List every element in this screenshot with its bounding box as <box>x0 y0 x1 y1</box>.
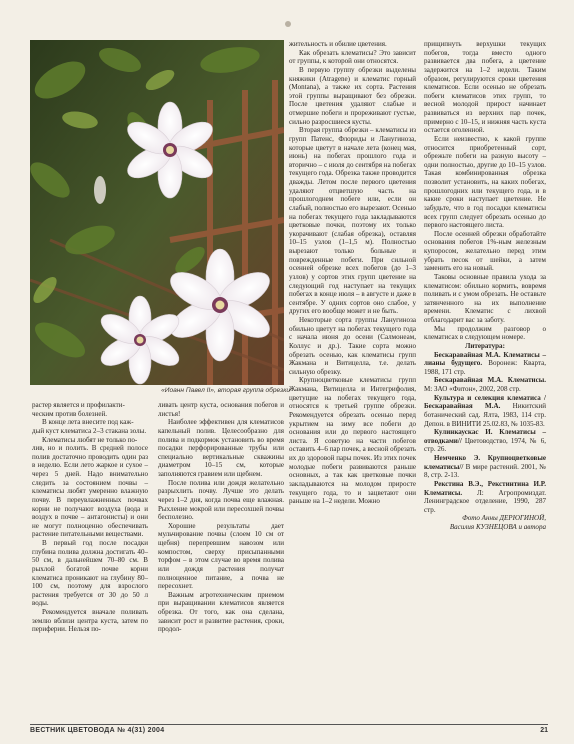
literature-item <box>424 376 546 393</box>
text-column-3 <box>289 40 416 506</box>
literature-details: Никитский ботанический сад. Ялта, 1983, 114 стр. Депон. в ВИНИТИ 25.02.83, № 1035-83. <box>424 402 546 428</box>
literature-item <box>424 428 546 454</box>
paragraph: Мы продолжим разговор о клематисах в следующем номере. <box>424 324 546 342</box>
binder-hole <box>285 21 291 27</box>
page-number: 21 <box>540 727 548 734</box>
literature-author: Бескаравайная М.А. Клематисы. <box>434 376 546 385</box>
text-column-2 <box>158 401 284 634</box>
literature-details: В мире растений. 2001, № 8, стр. 2-13. <box>424 462 546 480</box>
literature-details: Воронеж: Кварта, 1988, 171 стр. <box>424 359 546 376</box>
paragraph: Рекомендуется вначале поливать землю вблизи центра куста, затем по периферии. Нельзя по- <box>32 608 148 634</box>
text-column-4 <box>424 40 546 532</box>
paragraph: После осенней обрезки обработайте основания побегов 1%-ным железным купоросом, желательно перед этим убрать песок от шейки, а затем заменить его на новый. <box>424 229 546 273</box>
literature-author: Кулинкаускас И. Клематисы – отводками// <box>424 428 546 445</box>
literature-item <box>424 394 546 429</box>
literature-author: Рекстина В.Э., Рекстинтина И.Р. Клематисы. <box>424 479 546 497</box>
paragraph: Хорошие результаты дает мульчирование почвы (слоем 10 см от щебня) перепревшим навозом или компостом, сверху присыпанными торфом – в этом случае во время полива или дождя растения получат полноценное питание, а почва не пересохнет. <box>158 521 284 591</box>
literature-list <box>424 351 546 515</box>
paragraph: Крупноцветковые клематисы групп Жакмана, Витицелла и Интегрифолия, цветущие на побегах текущего года, относятся к третьей группе обрезки. Рекомендуется обрезать осенью перед укрытием на зиму все побеги до основания или до первого настоящего листа. Я советую на части побегов оставить 4–6 пар почек, а весной обрезать их до здоровой пары почек. Из этих почек молодые побеги развиваются раньше основных, а так как цветковые почки закладываются на молодом приросте текущего года, то и зацветают они раньше на 1–2 недели. Можно <box>289 376 416 506</box>
paragraph: В первую группу обрезки выделены княжики (Atragene) и клематис горный (Montana), а также их сорта. Растения этой группы выращивают без обрезки. После цветения удаляют слабые и отмершие побеги и прореживают густые, сильно разросшиеся кусты. <box>289 65 416 126</box>
paragraph: В конце лета внесите под каж- <box>42 418 134 427</box>
photo-credit-line-2: Василия КУЗНЕЦОВА и автора <box>449 523 546 531</box>
paragraph: В первый год после посадки глубина полива должна достигать 40–50 см, в дальнейшем 70–80 см. В рыхлой богатой почве корни клематиса проникают на глубину 80–100 см, поэтому для взрослого растения требуется от 30 до 50 л воды. <box>32 539 148 608</box>
literature-details: М: ЗАО «Фитон», 2002, 208 стр. <box>424 385 521 393</box>
page-footer <box>30 724 548 737</box>
column-4-body <box>424 40 546 342</box>
paragraph: Вторая группа обрезки – клематисы из групп Патенс, Флориды и Ланугиноза, которые цветут в начале лета (конец мая, июнь) на побегах прошлого года и вторично – с июля до сентября на побегах текущего года. Обрезка также проводится дважды. Летом после первого цветения удаляют отцветшую часть на прошлогоднем побеге или, если он слабый, полностью его вырезают. Осенью на побегах текущего года закладываются цветковые почки, поэтому их только укорачивают (слабая обрезка), оставляя 10–15 узлов (1–1,5 м). Полностью вырезают только больные и поврежденные побеги. При сильной осенней обрезке всех побегов (до 1–3 узлов) у сортов этих групп цветение на следующий год наступает на текущих побегах в конце июля – в августе и даже в сентябре. У одних сортов оно слабое, у других его вообще может и не быть. <box>289 126 416 316</box>
paragraph: Клематисы любят не только по- <box>42 435 138 444</box>
paragraph: растер является и профилакти- <box>32 401 125 409</box>
paragraph: ливать центр куста, основания побегов и листья! <box>158 401 284 418</box>
paragraph: Некоторые сорта группы Ланугиноза обильно цветут на побегах текущего года с начала июня до осени (Салмонеам, Коллус и др.). Такие сорта можно обрезать осенью, как клематисы групп Жакмана и Витицелла, т.е. делать сильную обрезку. <box>289 316 416 376</box>
paragraph: прищипнуть верхушки текущих побегов, тогда вместо одного развивается два побега, а цветение задержится на 1–2 недели. Таким образом, регулируются сроки цветения клематисов. Если осенью не обрезать побеги клематисов этих групп, то весной молодой прирост начинает развиваться из верхних пар почек, примерно с 10–15, и нижняя часть куста остается оголенной. <box>424 40 546 135</box>
paragraph: жительность и обилие цветения. <box>289 40 387 48</box>
photo-credit-line-1: Фото Анны ДЕРЮГИНОЙ, <box>462 514 546 523</box>
paragraph: Таковы основные правила ухода за клематисом: обильно кормить, вовремя поливать и с умом обрезать. Не оставьте затянченного на их выполнение времени. Клематис с лихвой отблагодарит вас за заботу. <box>424 272 546 324</box>
clematis-photo <box>30 40 284 385</box>
paragraph: ческим против болезней. <box>32 409 108 418</box>
paragraph: Как обрезать клематисы? Это зависит от группы, к которой они относятся. <box>289 48 416 66</box>
paragraph: После полива или дождя желательно разрыхлить почву. Лучше это делать через 1–2 дня, когда почва еще влажная. Рыхление мокрой или пересохшей почвы бесполезно. <box>158 478 284 522</box>
paragraph: дый куст клематиса 2–3 стакана золы. <box>32 426 147 435</box>
paragraph: Если неизвестно, к какой группе относится приобретенный сорт, обрежьте побеги на разную высоту – одни полностью, другие до 10–15 узлов. Такая комбинированная обрезка позволит установить, на каких побегах, прошлогодних или текущего года, и в какие сроки наступает цветение. Не забудьте, что в год посадки клематисы всех групп следует обрезать осенью до первого настоящего листа. <box>424 134 546 230</box>
journal-title: ВЕСТНИК ЦВЕТОВОДА № 4(31) 2004 <box>30 727 165 734</box>
literature-heading: Литература: <box>465 341 505 350</box>
text-column-1 <box>32 401 148 634</box>
literature-item <box>424 454 546 480</box>
literature-author: Бескаравайная М.А. Клематисы – лианы будущего. <box>424 350 546 368</box>
paragraph: Важным агротехническим приемом при выращивании клематисов является обрезка. От того, как она сделана, зависит рост и развитие растения, сроки, продол- <box>158 590 284 634</box>
literature-author: Немченко Э. Крупноцветковые клематисы// <box>424 454 546 471</box>
photo-caption: «Иоанн Павел II», вторая группа обрезки <box>161 387 290 394</box>
literature-details: Цветоводство, 1974, № 6, стр. 26. <box>424 436 546 454</box>
literature-section <box>424 342 546 532</box>
literature-author: Культура и селекция клематиса / Бескаравайная М.А. <box>424 393 546 411</box>
literature-details: Л: Агропромиздат. Ленинградское отделение, 1990, 287 стр. <box>424 488 546 514</box>
literature-item <box>424 480 546 515</box>
paragraph: Наиболее эффективен для клематисов капельный полив. Целесообразно для полива и подкормок установить во время посадки перфорированные трубы или специально вертикальные скважины диаметром 10–15 см, которые заполняются гравием или щебнем. <box>158 418 284 478</box>
literature-item <box>424 351 546 377</box>
paragraph: лив, но и полить. В средней полосе полив достаточно проводить один раз в неделю. Если лето жаркое и сухое – через 5 дней. Надо внимательно следить за состоянием почвы – клематисы любят умеренно влажную почву. В переувлажненных почвах корни не получают воздуха (вода и воздух в почве – антагонисты) и они не могут полноценно обеспечивать растение питательными веществами. <box>32 444 148 539</box>
